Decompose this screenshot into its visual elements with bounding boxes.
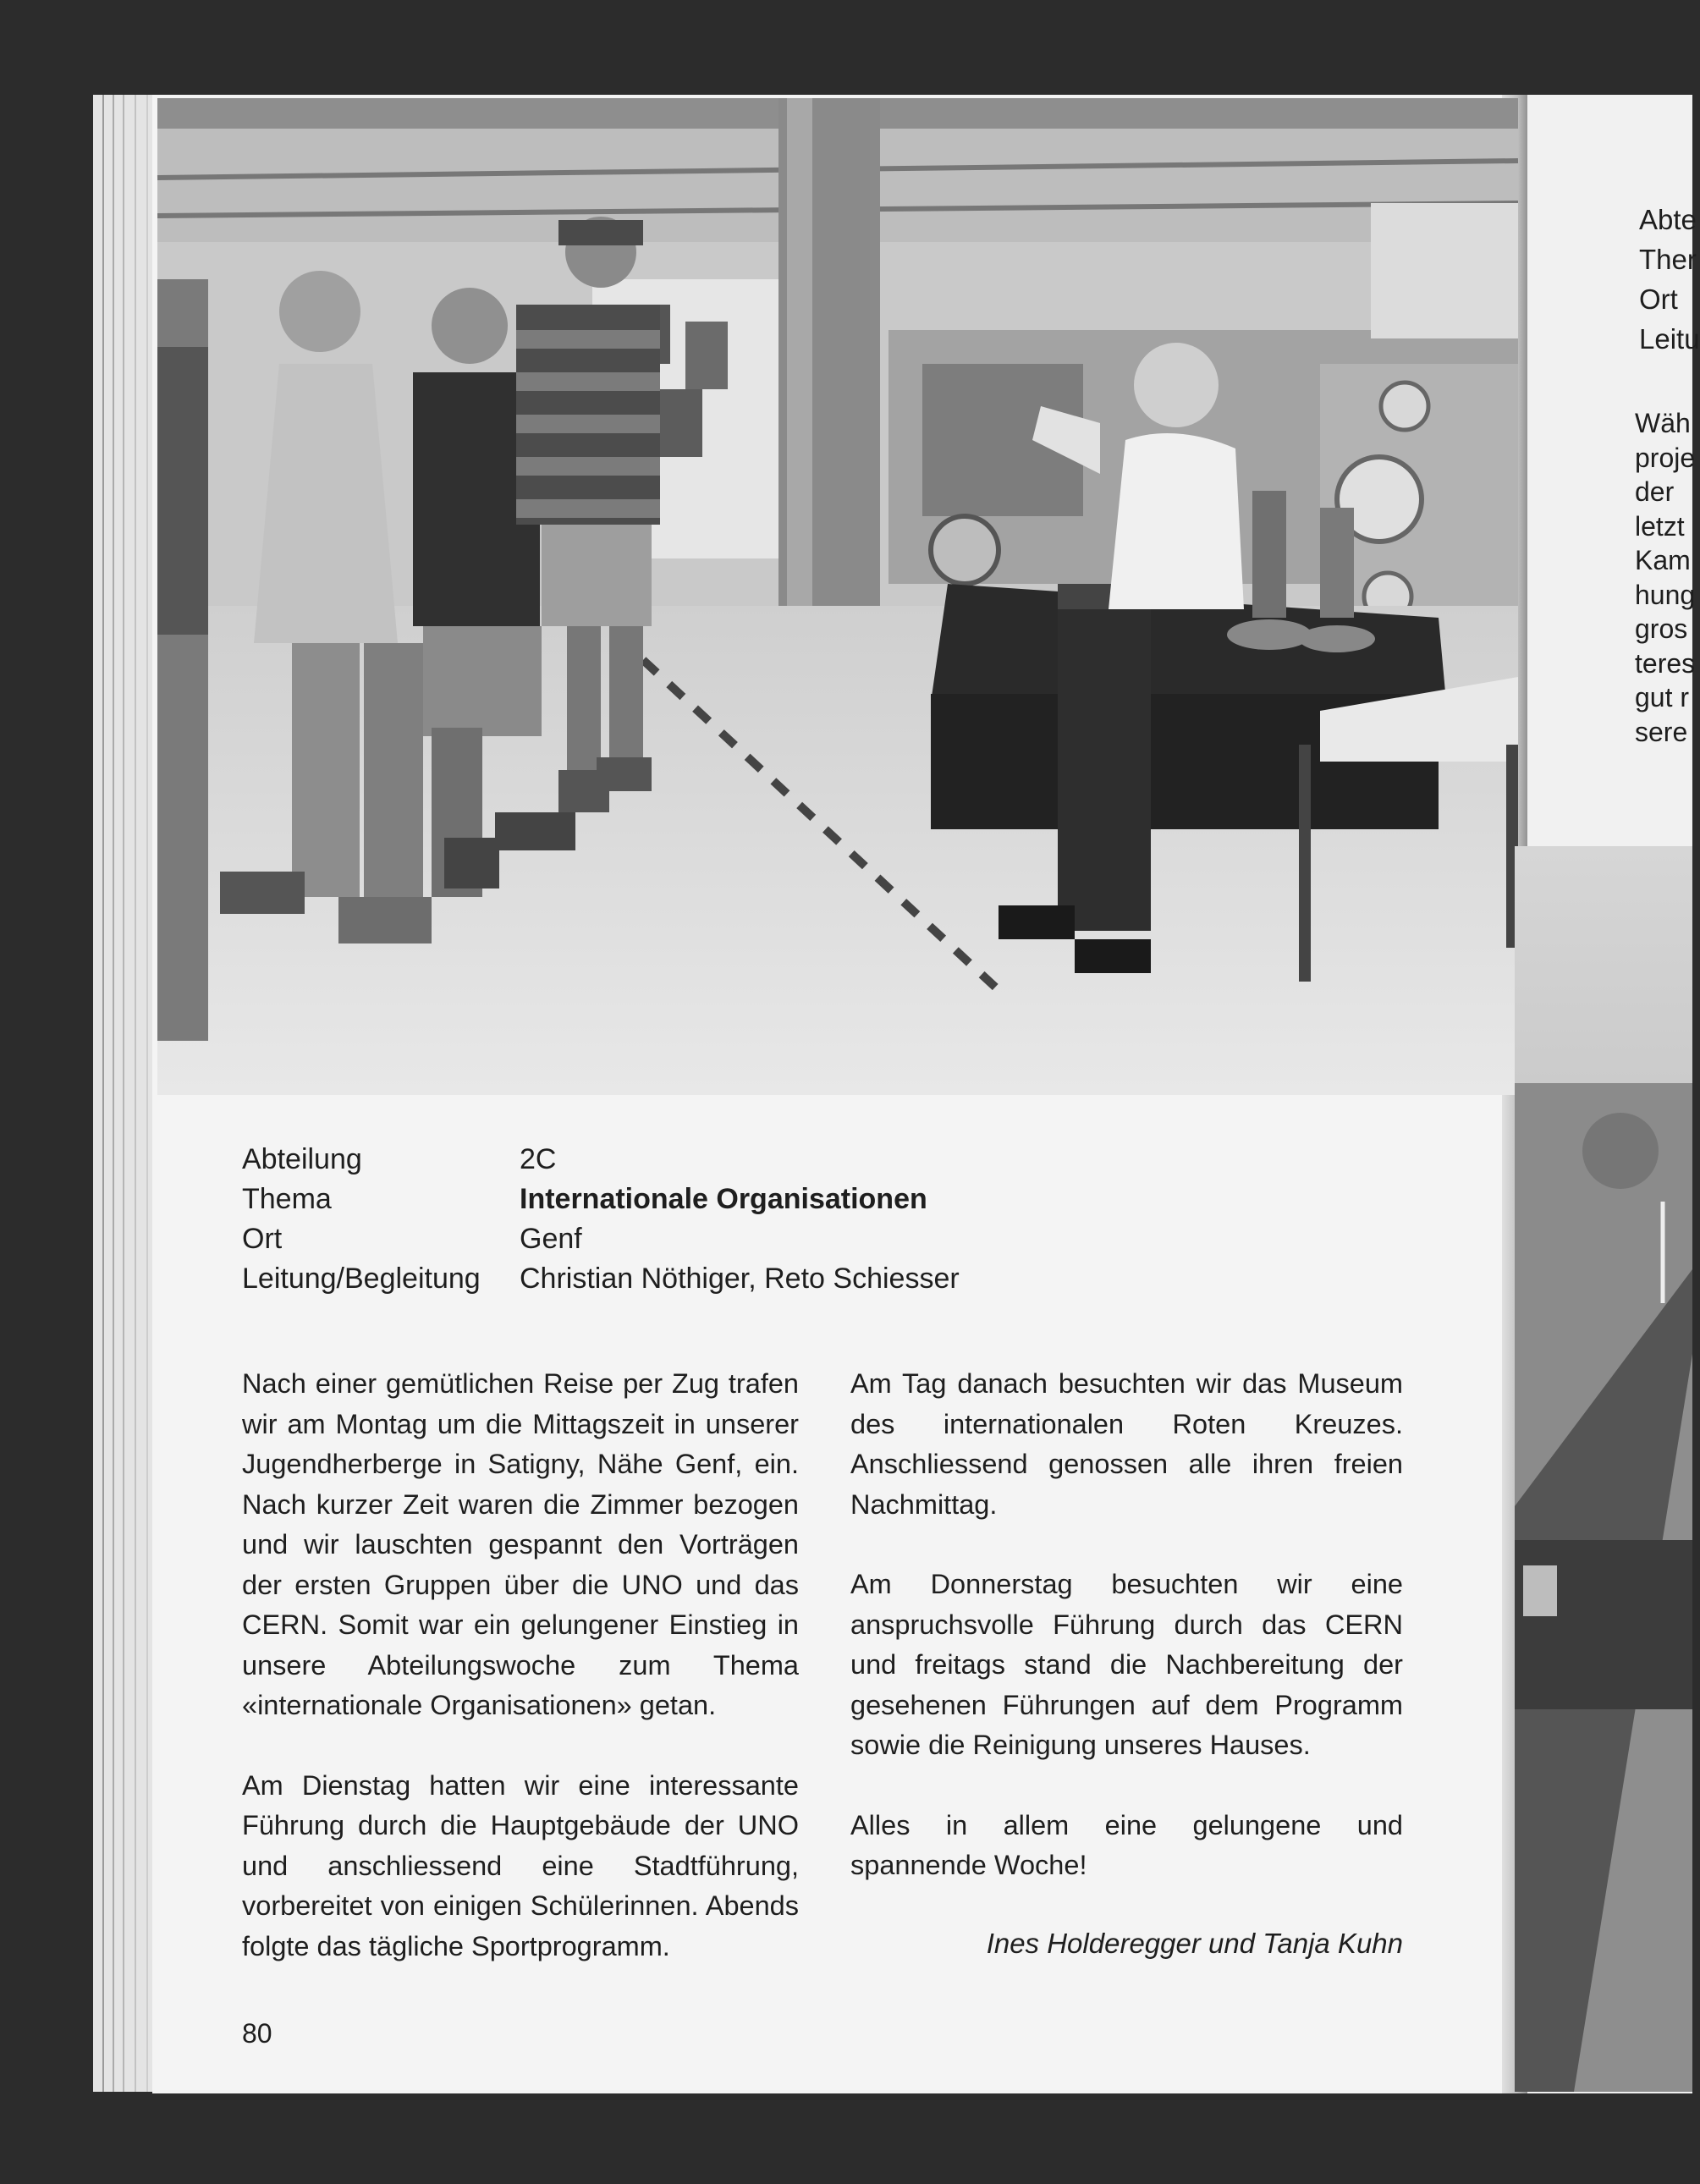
author-signature: Ines Holderegger und Tanja Kuhn (986, 1928, 1403, 1959)
fragment-line: Wäh (1635, 408, 1691, 438)
paragraph-summary: Alles in allem eine gelungene und spannende Woche! (850, 1809, 1403, 1880)
fragment-line: hung (1635, 579, 1696, 610)
info-label-abteilung: Abteilung (242, 1143, 362, 1175)
fragment-line: teres (1635, 647, 1696, 679)
fragment-line: der (1635, 476, 1675, 507)
fragment-line: Abte (1639, 204, 1697, 235)
paragraph-arrival: Nach einer gemütlichen Reise per Zug trafen wir am Montag um die Mittagszeit in unserer Jugendherberge in Satigny, Nähe Genf, ein. Nach kurzer Zeit waren die Zimmer bezogen und wir lauschten gespannt den Vorträgen der ersten Gruppen über die UNO und das CERN. Somit war ein gelungener Einstieg in unsere Abteilungswoche zum Thema «internationale Organisationen» getan. (242, 1368, 799, 1720)
fragment-line: Leitu (1639, 323, 1700, 355)
info-value-ort: Genf (520, 1223, 582, 1255)
paragraph-thursday: Am Donnerstag besuchten wir eine anspruchsvolle Führung durch das CERN und freitags stand die Nachbereitung der gesehenen Führungen auf dem Programm sowie die Reinigung unseres Hauses. (850, 1569, 1403, 1760)
next-page-body-fragments (1635, 406, 1696, 749)
paragraph-wednesday: Am Tag danach besuchten wir das Museum des internationalen Roten Kreuzes. Anschliessend genossen alle ihren freien Nachmittag. (850, 1368, 1403, 1520)
info-label-ort: Ort (242, 1223, 283, 1255)
main-photo (157, 98, 1518, 1095)
right-page-photo (1515, 846, 1692, 2092)
paragraph-tuesday: Am Dienstag hatten wir eine interessante Führung durch die Hauptgebäude der UNO und anschliessend eine Stadtführung, vorbereitet von einigen Schülerinnen. Abends folgte das tägliche Sportprogramm. (242, 1769, 799, 1961)
article-right-column (850, 1364, 1403, 1926)
info-value-abteilung: 2C (520, 1143, 557, 1175)
info-label-leitung: Leitung/Begleitung (242, 1263, 481, 1295)
info-value-thema: Internationale Organisationen (520, 1183, 927, 1215)
info-block (242, 1140, 1004, 1301)
page-number: 80 (242, 2018, 272, 2049)
fragment-line: gros (1635, 613, 1688, 644)
fragment-line: proje (1635, 442, 1696, 473)
info-label-thema: Thema (242, 1183, 332, 1215)
article-left-column (242, 1364, 799, 2006)
fragment-line: letzt (1635, 510, 1685, 542)
fragment-line: sere (1635, 716, 1688, 747)
fragment-line: gut r (1635, 682, 1690, 712)
fragment-line: Kam (1635, 545, 1691, 575)
next-page-meta-fragments (1639, 200, 1700, 359)
fragment-line: Ther (1639, 244, 1697, 275)
fragment-line: Ort (1639, 283, 1678, 315)
info-value-leitung: Christian Nöthiger, Reto Schiesser (520, 1263, 960, 1295)
